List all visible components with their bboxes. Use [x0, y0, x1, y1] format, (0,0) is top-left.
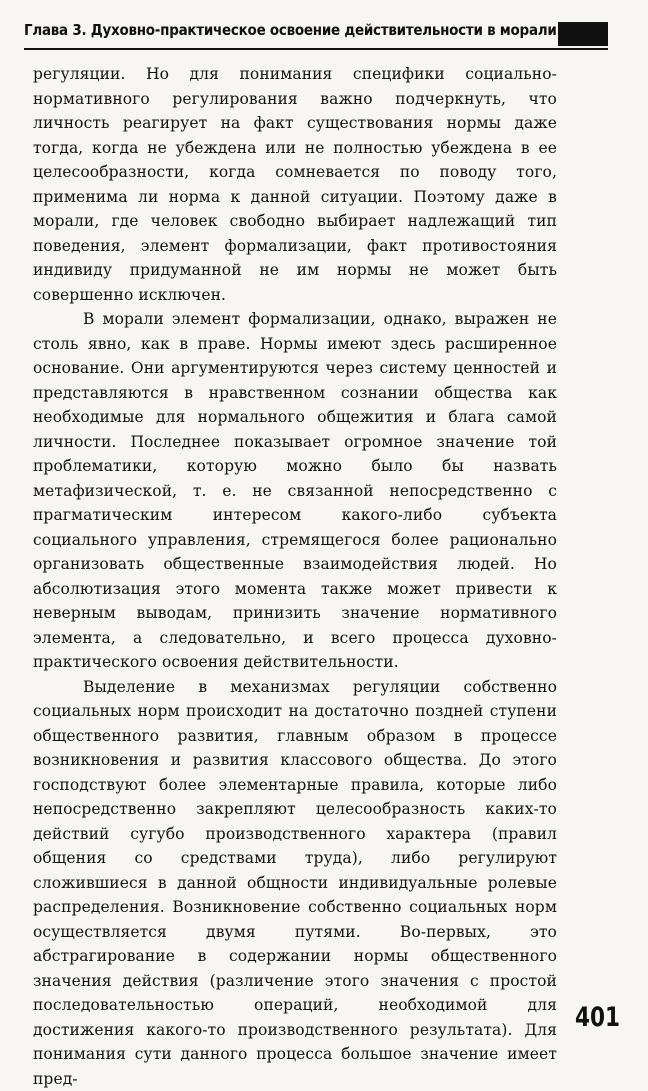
paragraph: В морали элемент формализации, однако, выражен не столь явно, как в праве. Нормы имеют здесь расширенное основание. Они аргументируются через систему ценностей и представляются в нравственном сознании общества как необходимые для нормального общежития и блага самой личности. Последнее показывает огромное значение той проблематики, которую можно было бы назвать метафизической, т. е. не связанной непосредственно с прагматическим интересом какого-либо субъекта социального управления, стремящегося более рационально организовать общественные взаимодействия людей. Но абсолютизация этого момента также может привести к неверным выводам, принизить значение нормативного элемента, а следовательно, и всего процесса духовно-практического освоения действительности. — [33, 307, 557, 675]
header-black-block — [558, 22, 608, 46]
paragraph-continued: регуляции. Но для понимания специфики социально-нормативного регулирования важно подчеркнуть, что личность реагирует на факт существования нормы даже тогда, когда не убеждена или не полностью убеждена в ее целесообразности, когда сомневается по поводу того, применима ли норма к данной ситуации. Поэтому даже в морали, где человек свободно выбирает надлежащий тип поведения, элемент формализации, факт противостояния индивиду придуманной не им нормы не может быть совершенно исключен. — [33, 62, 557, 307]
running-header — [24, 20, 608, 50]
body-text — [33, 62, 557, 1091]
paragraph: Выделение в механизмах регуляции собственно социальных норм происходит на достаточно поздней ступени общественного развития, главным образом в процессе возникновения и развития классового общества. До этого господствуют более элементарные правила, которые либо непосредственно закрепляют целесообразность каких-то действий сугубо производственного характера (правил общения со средствами труда), либо регулируют сложившиеся в данной общности индивидуальные ролевые распределения. Возникновение собственно социальных норм осуществляется двумя путями. Во-первых, это абстрагирование в содержании нормы общественного значения действия (различение этого значения с простой последовательностью операций, необходимой для достижения какого-то производственного результата). Для понимания сути данного процесса большое значение имеет пред- — [33, 675, 557, 1091]
chapter-title: Глава 3. Духовно-практическое освоение действительности в морали — [24, 21, 557, 39]
page-number: 401 — [575, 1002, 620, 1033]
